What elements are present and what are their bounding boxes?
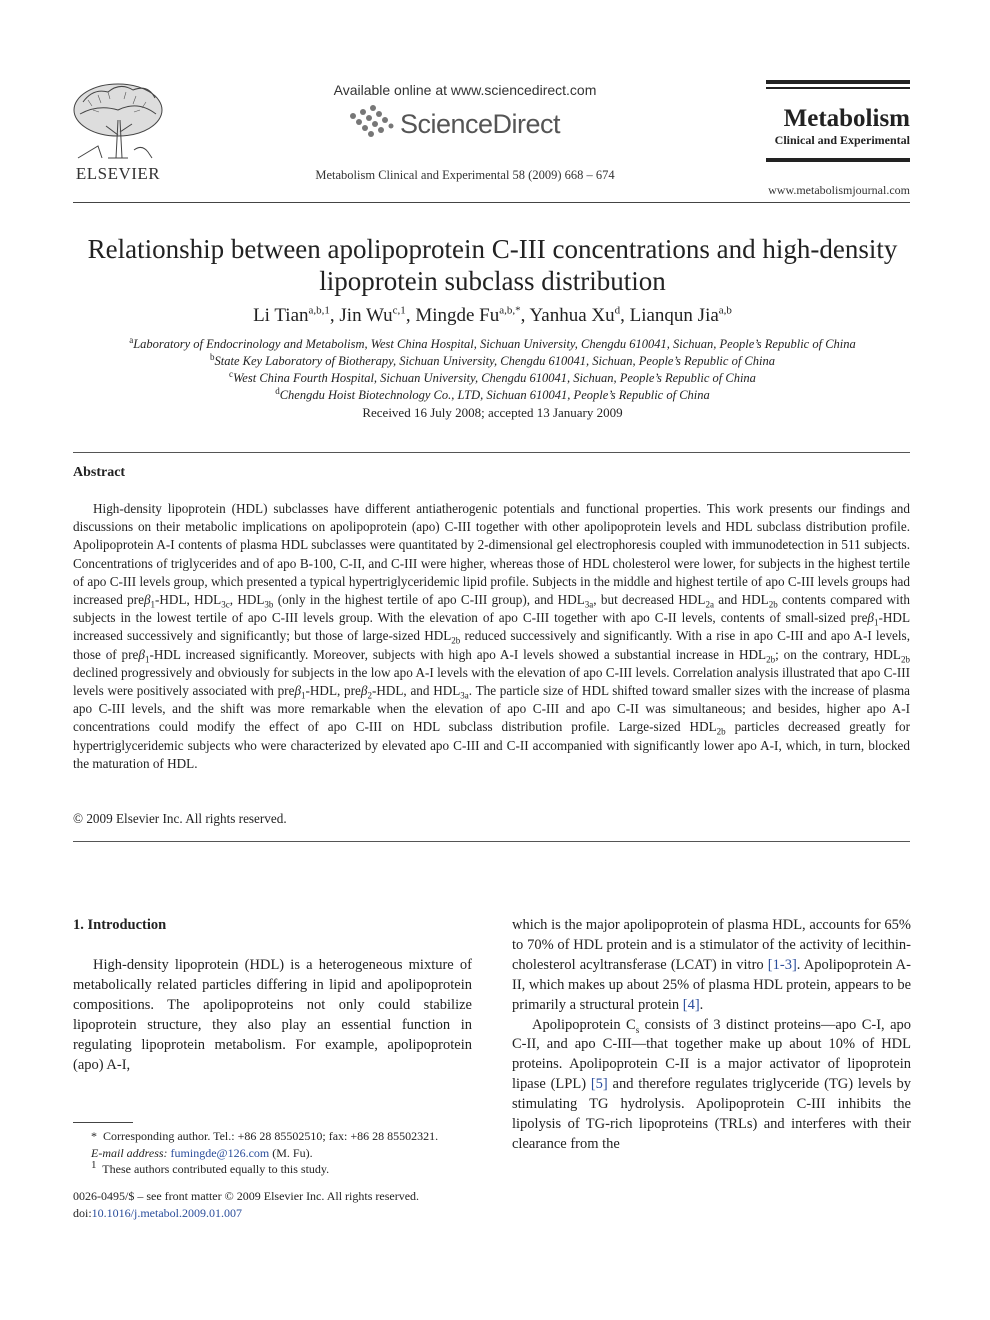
- author-list: Li Tian$^{a,b,1}$, Jin Wu$^{c,1}$, Mingde $Fu^{a,b,*}$, Yanhua Xu$^d$, Lianqun Jia$^{a,b}$: [253, 304, 732, 326]
- author-name: Jin Wu: [339, 305, 393, 326]
- affiliation-text: Chengdu Hoist Biotechnology Co., LTD, Sichuan 610041, People’s Republic of China: [279, 388, 710, 402]
- affiliation-marker: d: [275, 385, 280, 396]
- available-online-text: Available online at www.sciencedirect.com: [333, 82, 597, 98]
- intro-left-column: High-density lipoprotein (HDL) is a heterogeneous mixture of metabolically related particles differing in lipid and apolipoprotein compositions. The apolipoproteins not only could stabilize lipoprotein structure, they also play an essential function in regulating lipoprotein metabolism. For example, apolipoprotein (apo) A-I,: [73, 957, 472, 1073]
- affiliation-marker: c: [229, 368, 234, 379]
- journal-citation: Metabolism Clinical and Experimental 58 (2009) 668 – 674: [315, 168, 615, 182]
- received-dates: Received 16 July 2008; accepted 13 January 2009: [362, 405, 623, 420]
- sciencedirect-wordmark: ScienceDirect: [400, 109, 561, 139]
- author-affiliation-marker: a,b,*: [499, 304, 521, 317]
- journal-title: Metabolism: [783, 105, 910, 132]
- article-title: Relationship between apolipoprotein C-III concentrations and high-density lipoprotein subclass distribution: [87, 234, 898, 296]
- issn-line: 0026-0495/$ – see front matter © 2009 Elsevier Inc. All rights reserved.: [73, 1189, 420, 1203]
- journal-subtitle: Clinical and Experimental: [774, 133, 910, 147]
- author-affiliation-marker: d: [614, 304, 621, 317]
- affiliation-text: State Key Laboratory of Biotherapy, Sichuan University, Chengdu 610041, Sichuan, People’s Republic of China: [214, 354, 775, 368]
- author-name: Lianqun Jia: [629, 305, 719, 326]
- doi-label: doi:: [73, 1206, 92, 1220]
- abstract-top-rule: [73, 452, 910, 453]
- affiliation: [60, 353, 925, 370]
- author-affiliation-marker: c,1: [392, 304, 406, 317]
- footnote-mark: 1: [91, 1159, 97, 1171]
- intro-right-column: [512, 916, 911, 1155]
- affiliation-text: West China Fourth Hospital, Sichuan University, Chengdu 610041, Sichuan, People’s Republic of China: [233, 371, 756, 385]
- author-affiliation-marker: a,b: [718, 304, 732, 317]
- affiliation-marker: a: [129, 334, 134, 345]
- abstract-copyright: © 2009 Elsevier Inc. All rights reserved.: [73, 811, 287, 826]
- doi-link[interactable]: 10.1016/j.metabol.2009.01.007: [91, 1206, 242, 1220]
- header-divider: [73, 202, 910, 203]
- corresponding-author-text: Corresponding author. Tel.: +86 28 85502510; fax: +86 28 85502321.: [103, 1129, 439, 1143]
- email-link[interactable]: fumingde@126.com: [170, 1145, 270, 1160]
- footnote-rule: [73, 1122, 133, 1123]
- abstract-bottom-rule: [73, 841, 910, 842]
- email-label: E-mail address:: [91, 1145, 168, 1160]
- author-name: Li Tian: [253, 305, 309, 326]
- footnote-corresponding: [73, 1128, 473, 1145]
- publisher-wordmark: ELSEVIER: [75, 164, 161, 183]
- footnote-equal-contribution: [73, 1161, 473, 1178]
- intro-paragraph: Apolipoprotein $C_s$ consists of 3 distinct proteins—apo C-I, apo C-II, and apo C-III—that together make up about 10% of HDL proteins. Apolipoprotein C-II is a major activator of lipoprotein lipase (LPL) [5] and therefore regulates triglyceride (TG) levels by stimulating TG hydrolysis. Apolipoprotein C-III inhibits the lipolysis of TG-rich lipoproteins (TRLs) and interferes with their clearance from the: [512, 1016, 912, 1152]
- doi-line: [73, 1205, 493, 1222]
- journal-url: www.metabolismjournal.com: [768, 183, 910, 197]
- footnote-mark: *: [91, 1129, 97, 1143]
- abstract-heading: Abstract: [73, 465, 126, 480]
- section-heading-introduction: 1. Introduction: [73, 917, 167, 933]
- affiliation: [60, 387, 925, 404]
- journal-rule-top: [766, 80, 910, 84]
- abstract-body: High-density lipoprotein (HDL) subclasses have different antiatherogenic potentials and functional properties. This work presents our findings and discussions on their metabolic implications on apolipoprotein (apo) C-III together with other apolipoprotein levels and HDL subclass distribution profile. Apolipoprotein A-I contents of plasma HDL subclasses were quantitated by 2-dimensional gel electrophoresis coupled with immunodetection in 511 subjects. Concentrations of triglycerides and of apo B-100, C-II, and C-III were higher, whereas those of HDL cholesterol were lower, for subjects in the highest tertile of apo C-III levels group, which presented a typical hypertriglyceridemic lipid profile. Subjects in the middle and highest tertile of apo C-III levels groups had increased preβ$_1$-HDL, $HDL_{3c}$, $HDL_{3b}$ (only in the highest tertile of apo C-III group), and $HDL_{3a}$, but decreased $HDL_{2a}$ and $HDL_{2b}$ contents compared with subjects in the lowest tertile of apo C-III levels group. With the elevation of apo C-III together with apo C-II levels, contents of small-sized preβ$_1$-HDL increased successively and significantly; but those of large-sized $HDL_{2b}$ reduced successively and significantly. With a rise in apo C-III and apo A-I levels, those of preβ$_1$-HDL increased significantly. Moreover, subjects with high apo A-I levels showed a substantial increase in $HDL_{2b}$; on the contrary, $HDL_{2b}$ declined progressively and obviously for subjects in the low apo A-I levels with the elevation of apo C-III levels. Correlation analysis illustrated that apo C-III levels were positively associated with preβ$_1$-HDL, preβ$_2$-HDL, and $HDL_{3a}$. The particle size of HDL shifted toward smaller sizes with the increase of plasma apo C-III levels, and the shift was more remarkable when the elevation of apo C-III and apo C-II was simultaneous; and besides, higher apo A-I concentrations could modify the effect of apo C-III on HDL subclass distribution profile. Large-sized $HDL_{2b}$ particles decreased greatly for hypertriglyceridemic subjects who were characterized by elevated apo C-III and C-II accompanied with significantly lower apo A-I, which, in turn, blocked the maturation of HDL.: [73, 501, 911, 771]
- affiliation: [60, 336, 925, 353]
- affiliation-text: Laboratory of Endocrinology and Metabolism, West China Hospital, Sichuan University, Chengdu 610041, Sichuan, People’s Republic of China: [133, 337, 856, 351]
- author-name: Mingde Fu: [415, 305, 500, 326]
- affiliation-marker: b: [210, 351, 215, 362]
- front-matter: [73, 1188, 493, 1222]
- journal-rule-top-thin: [766, 87, 910, 89]
- journal-rule-bottom: [766, 158, 910, 162]
- author-affiliation-marker: a,b,1: [308, 304, 330, 317]
- intro-paragraph: which is the major apolipoprotein of plasma HDL, accounts for 65% to 70% of HDL protein and is a stimulator of the activity of lecithin-cholesterol acyltransferase (LCAT) in vitro [1-3]. Apolipoprotein A-II, which makes up about 25% of plasma HDL protein, appears to be primarily a structural protein [4].: [512, 917, 911, 1013]
- equal-contribution-text: These authors contributed equally to this study.: [102, 1162, 330, 1176]
- author-name: Yanhua Xu: [529, 305, 615, 326]
- footnote-email: [73, 1145, 473, 1162]
- email-suffix: (M. Fu).: [272, 1145, 313, 1160]
- elsevier-tree-logo: [68, 80, 168, 164]
- affiliation-list: [60, 336, 925, 404]
- affiliation: [60, 370, 925, 387]
- footnotes: [73, 1128, 473, 1178]
